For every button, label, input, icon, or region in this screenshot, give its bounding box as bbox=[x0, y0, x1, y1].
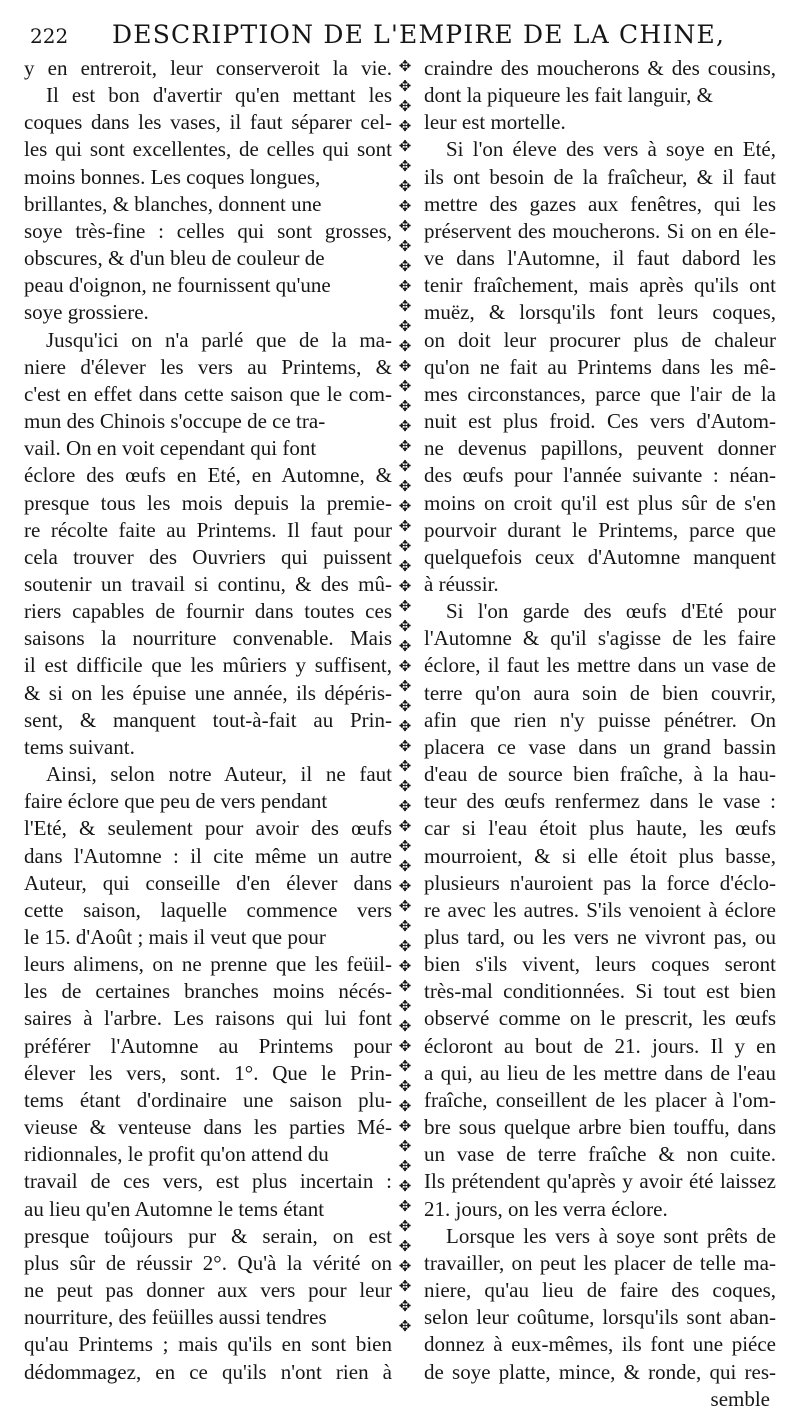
text-line: quelquefois ceux d'Automne manquent bbox=[424, 544, 776, 569]
text-line: vieuse & venteuse dans les parties Mé- bbox=[24, 1115, 392, 1140]
text-line: placera ce vase dans un grand bassin bbox=[424, 734, 776, 759]
divider-ornament-glyph: ✥ bbox=[398, 177, 412, 195]
text-line: selon leur coûtume, lorsqu'ils sont aban- bbox=[424, 1305, 776, 1330]
divider-ornament-glyph: ✥ bbox=[398, 757, 412, 775]
divider-ornament-glyph: ✥ bbox=[398, 457, 412, 475]
text-line: très-mal conditionnées. Si tout est bien bbox=[424, 979, 776, 1004]
text-line: éclore des œufs en Eté, en Automne, & bbox=[24, 463, 392, 488]
divider-ornament-glyph: ✥ bbox=[398, 1057, 412, 1075]
divider-ornament-glyph: ✥ bbox=[398, 397, 412, 415]
text-line: sent, & manquent tout-à-fait au Prin- bbox=[24, 707, 392, 732]
text-line: Si l'on garde des œufs d'Eté pour bbox=[446, 599, 776, 624]
text-line: plus tard, ou les vers ne vivront pas, ou bbox=[424, 925, 776, 949]
running-head: DESCRIPTION DE L'EMPIRE DE LA CHINE, bbox=[112, 20, 726, 49]
text-line: fraîche, conseillent de les placer à l'om- bbox=[424, 1087, 776, 1112]
text-line: leur est mortelle. bbox=[424, 110, 566, 135]
text-line: d'eau de source bien fraîche, à la hau- bbox=[424, 762, 776, 787]
column-divider-ornament bbox=[395, 56, 415, 1346]
text-line: à réussir. bbox=[424, 571, 499, 596]
text-line: les de certaines branches moins nécés- bbox=[24, 979, 392, 1004]
text-line: on doit leur procurer plus de chaleur bbox=[424, 327, 776, 352]
text-line: des œufs pour l'année suivante : néan- bbox=[424, 463, 776, 488]
text-line: ridionnales, le profit qu'on attend du bbox=[24, 1142, 329, 1167]
text-line: afin que rien n'y puisse pénétrer. On bbox=[424, 707, 776, 732]
text-line: Il est bon d'avertir qu'en mettant les bbox=[46, 83, 392, 108]
text-line: qu'au Printems ; mais qu'ils en sont bien bbox=[24, 1332, 392, 1357]
right-column bbox=[424, 55, 776, 1413]
divider-ornament-glyph: ✥ bbox=[398, 1257, 412, 1275]
text-line: c'est en effet dans cette saison que le com- bbox=[24, 381, 392, 406]
divider-ornament-glyph: ✥ bbox=[398, 1117, 412, 1135]
divider-ornament-glyph: ✥ bbox=[398, 777, 412, 795]
divider-ornament-glyph: ✥ bbox=[398, 937, 412, 955]
text-line: car si l'eau étoit plus haute, les œufs bbox=[424, 816, 776, 841]
text-line: vail. On en voit cependant qui font bbox=[24, 436, 317, 461]
text-line: un vase de terre fraîche & non cuite. bbox=[424, 1142, 776, 1167]
text-line: ve dans l'Automne, il faut dabord les bbox=[424, 246, 776, 271]
text-line: il est difficile que les mûriers y suffisent, bbox=[24, 653, 392, 678]
divider-ornament-glyph: ✥ bbox=[398, 337, 412, 355]
divider-ornament-glyph: ✥ bbox=[398, 1017, 412, 1035]
divider-ornament-glyph: ✥ bbox=[398, 157, 412, 175]
text-line: terre qu'on aura soin de bien couvrir, bbox=[424, 680, 776, 705]
text-line: préférer l'Automne au Printems pour bbox=[24, 1033, 392, 1058]
divider-ornament-glyph: ✥ bbox=[398, 1237, 412, 1255]
text-line: bien s'ils vivent, leurs coques seront bbox=[424, 952, 776, 977]
divider-ornament-glyph: ✥ bbox=[398, 217, 412, 235]
text-line: tems suivant. bbox=[24, 734, 135, 759]
text-line: cela trouver des Ouvriers qui puissent bbox=[24, 544, 392, 569]
divider-ornament-glyph: ✥ bbox=[398, 677, 412, 695]
text-line: mettre des gazes aux fenêtres, qui les bbox=[424, 191, 776, 216]
text-line: teur des œufs renfermez dans le vase : bbox=[424, 789, 776, 814]
text-line: saisons la nourriture convenable. Mais bbox=[24, 626, 392, 651]
text-line: mes circonstances, parce que l'air de la bbox=[424, 381, 776, 406]
text-line: ne peut pas donner aux vers pour leur bbox=[24, 1278, 392, 1303]
text-line: Auteur, qui conseille d'en élever dans bbox=[24, 870, 392, 895]
page-number: 222 bbox=[30, 24, 69, 48]
text-line: cette saison, laquelle commence vers bbox=[24, 897, 392, 922]
text-line: ne devenus papillons, peuvent donner bbox=[424, 436, 776, 461]
divider-ornament-glyph: ✥ bbox=[398, 237, 412, 255]
divider-ornament-glyph: ✥ bbox=[398, 1277, 412, 1295]
text-line: soutenir un travail si continu, & des mû- bbox=[24, 571, 392, 596]
divider-ornament-glyph: ✥ bbox=[398, 697, 412, 715]
divider-ornament-glyph: ✥ bbox=[398, 557, 412, 575]
divider-ornament-glyph: ✥ bbox=[398, 77, 412, 95]
text-line: 21. jours, on les verra éclore. bbox=[424, 1196, 668, 1221]
divider-ornament-glyph: ✥ bbox=[398, 1317, 412, 1335]
text-line: Lorsque les vers à soye sont prêts de bbox=[446, 1223, 776, 1248]
divider-ornament-glyph: ✥ bbox=[398, 837, 412, 855]
text-line: élever les vers, sont. 1°. Que le Prin- bbox=[24, 1060, 392, 1085]
divider-ornament-glyph: ✥ bbox=[398, 577, 412, 595]
text-line: plus sûr de réussir 2°. Qu'à la vérité on bbox=[24, 1250, 392, 1275]
text-line: Ils prétendent qu'après y avoir été laissez bbox=[424, 1169, 776, 1194]
divider-ornament-glyph: ✥ bbox=[398, 717, 412, 735]
text-line: de soye platte, mince, & ronde, qui res- bbox=[424, 1359, 776, 1384]
divider-ornament-glyph: ✥ bbox=[398, 1037, 412, 1055]
divider-ornament-glyph: ✥ bbox=[398, 957, 412, 975]
text-line: travailler, on peut les placer de telle ma- bbox=[424, 1250, 776, 1275]
text-line: écloront au bout de 21. jours. Il y en bbox=[424, 1033, 776, 1058]
text-line: tenir fraîchement, mais après qu'ils ont bbox=[424, 273, 776, 298]
divider-ornament-glyph: ✥ bbox=[398, 897, 412, 915]
divider-ornament-glyph: ✥ bbox=[398, 597, 412, 615]
divider-ornament-glyph: ✥ bbox=[398, 437, 412, 455]
text-line: re récolte faite au Printems. Il faut pour bbox=[24, 517, 392, 542]
text-line: donnez à eux-mêmes, ils font une piéce bbox=[424, 1332, 776, 1357]
text-line: bre sous quelque arbre bien touffu, dans bbox=[424, 1115, 776, 1140]
text-line: plusieurs n'auroient pas la force d'éclo- bbox=[424, 870, 776, 895]
text-line: moins on croit qu'il est plus sûr de s'en bbox=[424, 490, 776, 515]
divider-ornament-glyph: ✥ bbox=[398, 977, 412, 995]
text-line: dédommagez, en ce qu'ils n'ont rien à bbox=[24, 1359, 392, 1384]
text-line: nuit est plus froid. Ces vers d'Autom- bbox=[424, 409, 776, 434]
divider-ornament-glyph: ✥ bbox=[398, 477, 412, 495]
text-line: l'Automne & qu'il s'agisse de les faire bbox=[424, 626, 776, 651]
divider-ornament-glyph: ✥ bbox=[398, 857, 412, 875]
text-line: éclore, il faut les mettre dans un vase de bbox=[424, 653, 776, 678]
text-line: leurs alimens, on ne prenne que les feüil- bbox=[24, 952, 392, 977]
divider-ornament-glyph: ✥ bbox=[398, 1177, 412, 1195]
text-line: riers capables de fournir dans toutes ces bbox=[24, 599, 392, 624]
text-line: qu'on ne fait au Printems dans les mê- bbox=[424, 354, 776, 379]
text-line: Jusqu'ici on n'a parlé que de la ma- bbox=[46, 327, 392, 352]
divider-ornament-glyph: ✥ bbox=[398, 197, 412, 215]
text-line: re avec les autres. S'ils venoient à éclore bbox=[424, 897, 776, 922]
text-line: moins bonnes. Les coques longues, bbox=[24, 164, 321, 189]
divider-ornament-glyph: ✥ bbox=[398, 637, 412, 655]
divider-ornament-glyph: ✥ bbox=[398, 137, 412, 155]
divider-ornament-glyph: ✥ bbox=[398, 277, 412, 295]
divider-ornament-glyph: ✥ bbox=[398, 1077, 412, 1095]
divider-ornament-glyph: ✥ bbox=[398, 1137, 412, 1155]
divider-ornament-glyph: ✥ bbox=[398, 797, 412, 815]
divider-ornament-glyph: ✥ bbox=[398, 97, 412, 115]
divider-ornament-glyph: ✥ bbox=[398, 1097, 412, 1115]
divider-ornament-glyph: ✥ bbox=[398, 1157, 412, 1175]
divider-ornament-glyph: ✥ bbox=[398, 1217, 412, 1235]
text-line: faire éclore que peu de vers pendant bbox=[24, 789, 328, 814]
divider-ornament-glyph: ✥ bbox=[398, 617, 412, 635]
divider-ornament-glyph: ✥ bbox=[398, 517, 412, 535]
text-line: y en entreroit, leur conserveroit la vie. bbox=[24, 56, 392, 80]
text-line: semble bbox=[710, 1386, 770, 1411]
text-line: nourriture, des feüilles aussi tendres bbox=[24, 1305, 327, 1330]
text-line: muëz, & lorsqu'ils font leurs coques, bbox=[424, 300, 776, 325]
text-line: pourvoir durant le Printems, parce que bbox=[424, 517, 776, 542]
text-line: dont la piqueure les fait languir, & bbox=[424, 83, 713, 108]
divider-ornament-glyph: ✥ bbox=[398, 317, 412, 335]
divider-ornament-glyph: ✥ bbox=[398, 997, 412, 1015]
divider-ornament-glyph: ✥ bbox=[398, 877, 412, 895]
text-line: peau d'oignon, ne fournissent qu'une bbox=[24, 273, 331, 298]
text-line: les qui sont excellentes, de celles qui sont bbox=[24, 137, 392, 162]
text-line: presque tous les mois depuis la premie- bbox=[24, 490, 392, 515]
divider-ornament-glyph: ✥ bbox=[398, 357, 412, 375]
divider-ornament-glyph: ✥ bbox=[398, 417, 412, 435]
text-line: travail de ces vers, est plus incertain : bbox=[24, 1169, 392, 1194]
divider-ornament-glyph: ✥ bbox=[398, 57, 412, 75]
text-line: saires à l'arbre. Les raisons qui lui font bbox=[24, 1006, 392, 1031]
divider-ornament-glyph: ✥ bbox=[398, 537, 412, 555]
divider-ornament-glyph: ✥ bbox=[398, 1197, 412, 1215]
text-line: Ainsi, selon notre Auteur, il ne faut bbox=[46, 762, 392, 787]
divider-ornament-glyph: ✥ bbox=[398, 737, 412, 755]
divider-ornament-glyph: ✥ bbox=[398, 657, 412, 675]
text-line: brillantes, & blanches, donnent une bbox=[24, 191, 322, 216]
text-line: l'Eté, & seulement pour avoir des œufs bbox=[24, 816, 392, 841]
divider-ornament-glyph: ✥ bbox=[398, 917, 412, 935]
divider-ornament-glyph: ✥ bbox=[398, 257, 412, 275]
text-line: & si on les épuise une année, ils dépéris- bbox=[24, 680, 392, 705]
text-line: coques dans les vases, il faut séparer cel- bbox=[24, 110, 392, 135]
text-line: a qui, au lieu de les mettre dans de l'eau bbox=[424, 1060, 776, 1085]
text-line: le 15. d'Août ; mais il veut que pour bbox=[24, 925, 326, 949]
text-line: soye grossiere. bbox=[24, 300, 149, 325]
text-line: ils ont besoin de la fraîcheur, & il faut bbox=[424, 164, 776, 189]
text-line: niere d'élever les vers au Printems, & bbox=[24, 354, 392, 379]
left-column bbox=[24, 55, 392, 1386]
divider-ornament-glyph: ✥ bbox=[398, 1297, 412, 1315]
text-line: dans l'Automne : il cite même un autre bbox=[24, 843, 392, 868]
divider-ornament-glyph: ✥ bbox=[398, 817, 412, 835]
divider-ornament-glyph: ✥ bbox=[398, 497, 412, 515]
text-line: niere, qu'au lieu de faire des coques, bbox=[424, 1278, 776, 1303]
text-line: presque toûjours pur & serain, on est bbox=[24, 1223, 392, 1248]
text-line: préservent des moucherons. Si on en éle- bbox=[424, 218, 776, 243]
divider-ornament-glyph: ✥ bbox=[398, 297, 412, 315]
divider-ornament-glyph: ✥ bbox=[398, 377, 412, 395]
text-line: craindre des moucherons & des cousins, bbox=[424, 56, 776, 80]
text-line: mourroient, & si elle étoit plus basse, bbox=[424, 843, 776, 868]
text-line: tems étant d'ordinaire une saison plu- bbox=[24, 1087, 392, 1112]
text-line: Si l'on éleve des vers à soye en Eté, bbox=[446, 137, 776, 162]
text-line: mun des Chinois s'occupe de ce tra- bbox=[24, 409, 326, 434]
text-line: observé comme on le prescrit, les œufs bbox=[424, 1006, 776, 1031]
text-line: au lieu qu'en Automne le tems étant bbox=[24, 1196, 325, 1221]
text-line: soye très-fine : celles qui sont grosses, bbox=[24, 218, 392, 243]
divider-ornament-glyph: ✥ bbox=[398, 117, 412, 135]
text-line: obscures, & d'un bleu de couleur de bbox=[24, 246, 325, 271]
